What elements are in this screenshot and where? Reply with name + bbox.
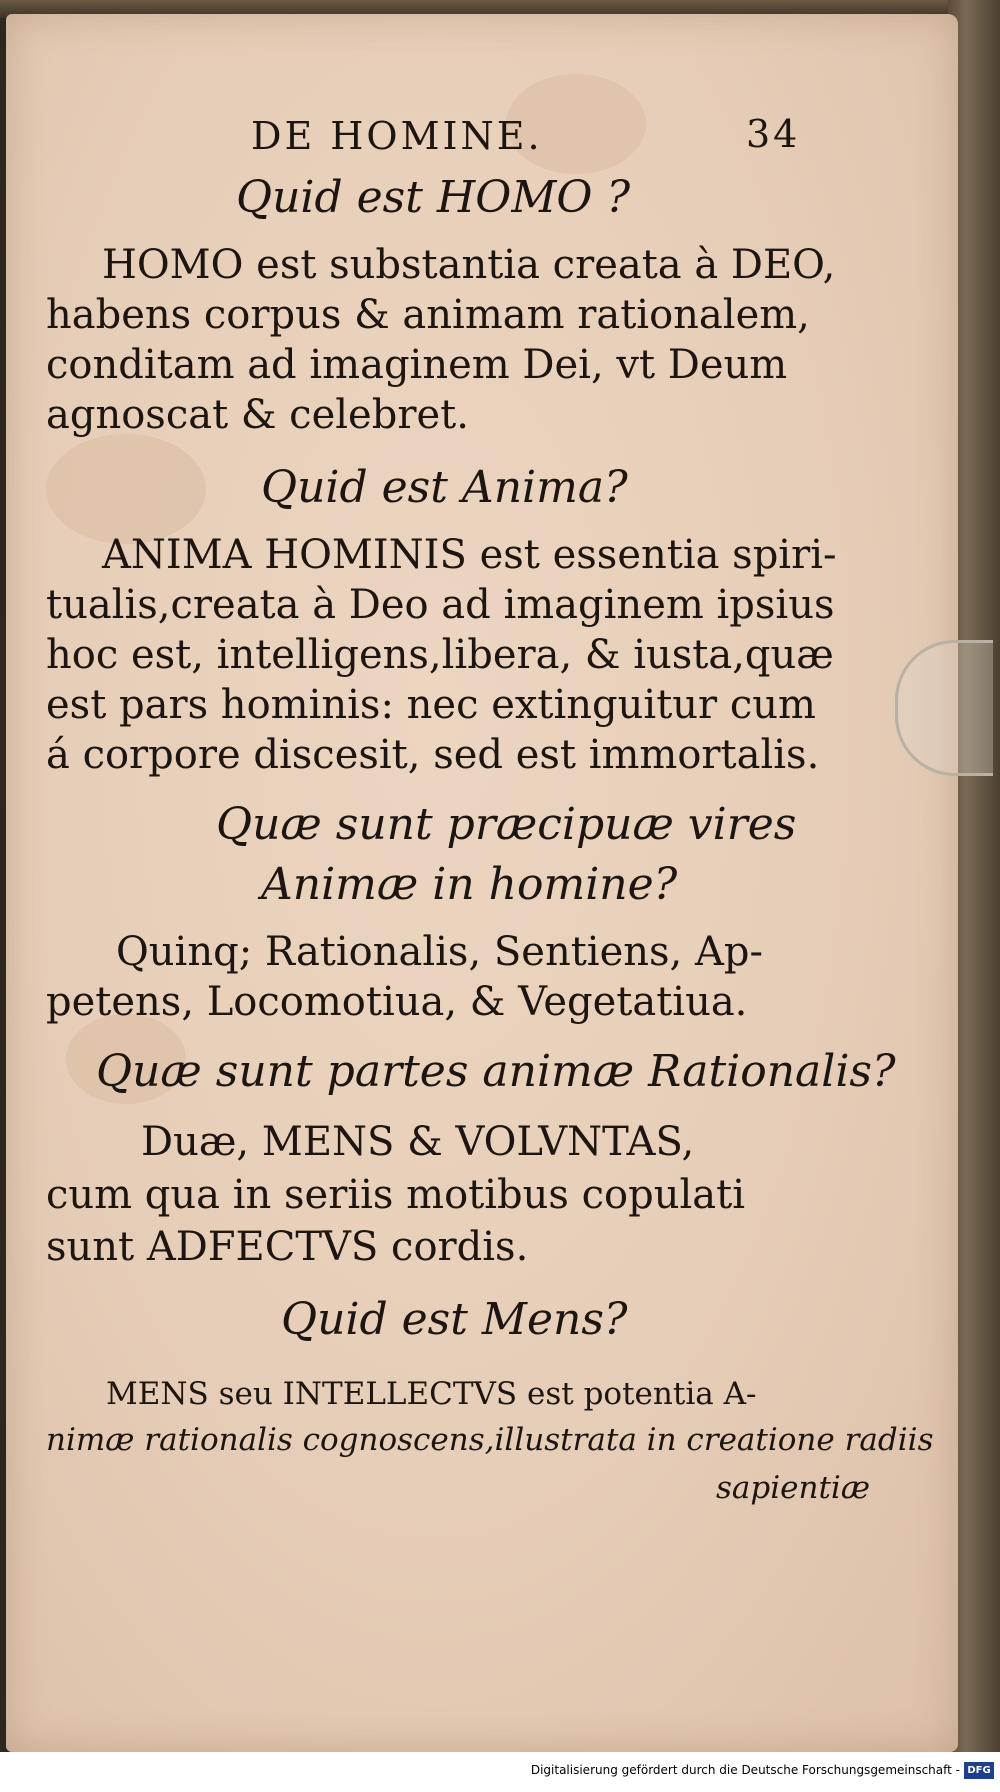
footer-bar [0,1752,1000,1792]
answer-line: nimæ rationalis cognoscens,illustrata in creatione radiis [46,1422,934,1458]
answer-line: MENS seu INTELLECTVS est potentia A- [106,1376,757,1412]
running-head: DE HOMINE. [251,114,543,158]
answer-line: á corpore discesit, sed est immortalis. [46,732,820,778]
catchword: sapientiæ [716,1470,870,1506]
question-anima: Quid est Anima? [261,462,628,513]
answer-line: est pars hominis: nec extinguitur cum [46,682,816,728]
question-vires: Quæ sunt præcipuæ vires [216,799,797,850]
answer-line: habens corpus & animam rationalem, [46,292,810,338]
answer-line: HOMO est substantia creata à DEO, [102,242,836,288]
page-number: 34 [746,112,801,156]
question-vires-cont: Animæ in homine? [261,859,678,910]
question-mens: Quid est Mens? [281,1294,628,1345]
answer-line: agnoscat & celebret. [46,392,469,438]
answer-line: Duæ, MENS & VOLVNTAS, [141,1119,695,1165]
answer-line: tualis,creata à Deo ad imaginem ipsius [46,582,835,628]
dfg-logo: DFG [964,1762,994,1779]
answer-line: hoc est, intelligens,libera, & iusta,quæ [46,632,834,678]
answer-line: Quinq; Rationalis, Sentiens, Ap- [116,929,763,975]
answer-line: petens, Locomotiua, & Vegetatiua. [46,979,748,1025]
answer-line: ANIMA HOMINIS est essentia spiri- [102,532,837,578]
question-homo: Quid est HOMO ? [236,172,631,223]
answer-line: conditam ad imaginem Dei, vt Deum [46,342,788,388]
funding-credit: Digitalisierung gefördert durch die Deutsche Forschungsgemeinschaft - [530,1763,960,1777]
paper-stain [46,434,206,544]
answer-line: sunt ADFECTVS cordis. [46,1224,529,1270]
book-page [6,14,958,1752]
question-partes: Quæ sunt partes animæ Rationalis? [96,1046,896,1097]
page-clip [895,640,993,776]
answer-line: cum qua in seriis motibus copulati [46,1172,746,1218]
